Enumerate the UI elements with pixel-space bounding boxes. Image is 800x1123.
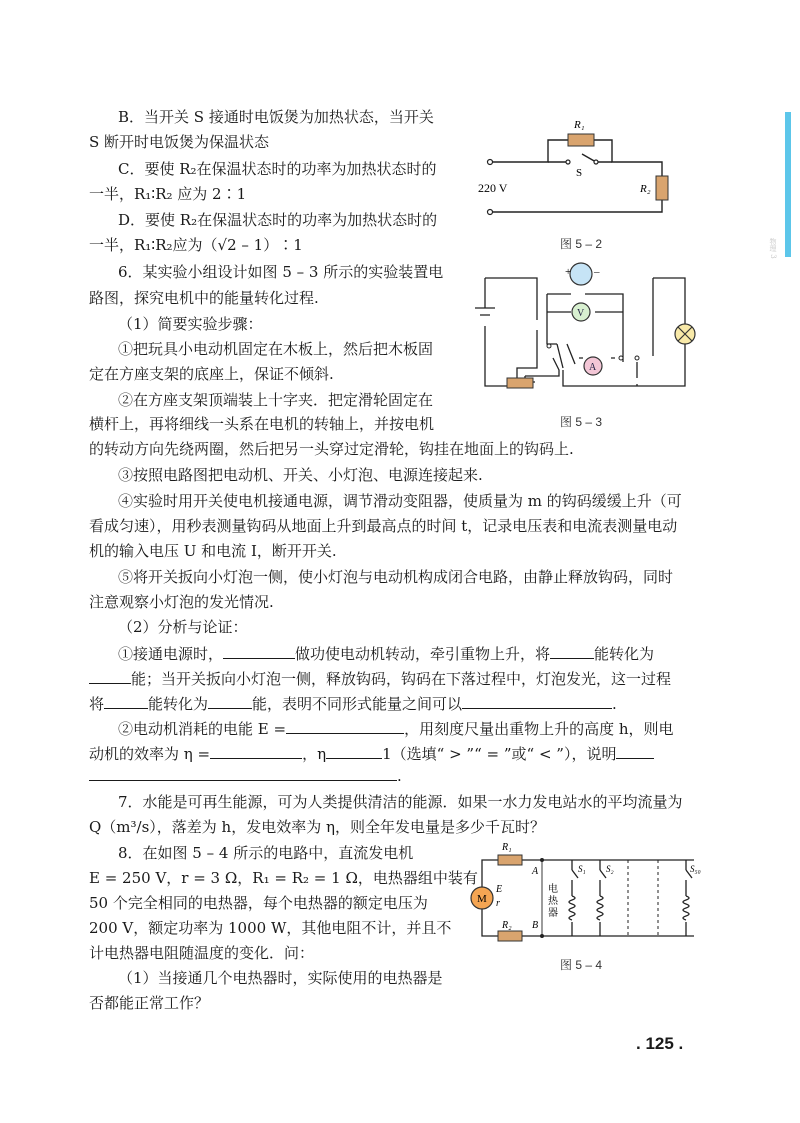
step2-line3: 的转动方向先绕两圈，然后把另一头穿过定滑轮，钩挂在地面上的钩码上. bbox=[89, 440, 574, 458]
label-node-a: A bbox=[532, 866, 539, 877]
q8-line1: 8．在如图 5 – 4 所示的电路中，直流发电机 bbox=[118, 844, 414, 862]
motor-icon bbox=[570, 263, 592, 285]
option-d-line2: 一半，R₁∶R₂应为（√2 – 1）∶1 bbox=[89, 236, 303, 254]
label-r2: R₂ bbox=[640, 183, 651, 195]
answer-blank[interactable] bbox=[616, 740, 654, 759]
q8-line4: 200 V，额定功率为 1000 W，其他电阻不计，并且不 bbox=[89, 919, 452, 937]
label-emf: E bbox=[496, 884, 503, 895]
fill-text: . bbox=[397, 767, 402, 785]
caption-fig-5-3: 图 5 – 3 bbox=[560, 415, 603, 429]
fill-text: 能转化为 bbox=[594, 645, 655, 663]
step1-line1: ①把玩具小电动机固定在木板上，然后把木板固 bbox=[118, 340, 434, 358]
fill-text: ②电动机消耗的电能 E = bbox=[118, 720, 287, 738]
label-voltmeter: V bbox=[577, 308, 585, 319]
fill-text: 1（选填“ > ”“ = ”或“ < ”），说明 bbox=[382, 745, 617, 763]
q6-line1: 6．某实验小组设计如图 5 – 3 所示的实验装置电 bbox=[118, 263, 444, 281]
answer-blank[interactable] bbox=[89, 762, 397, 781]
step4-line2: 看成匀速），用秒表测量钩码从地面上升到最高点的时间 t，记录电压表和电流表测量电动 bbox=[89, 517, 678, 535]
fill-text: 能；当开关扳向小灯泡一侧，释放钩码，钩码在下落过程中，灯泡发光，这一过程 bbox=[131, 670, 672, 688]
q6-analysis-heading: （2）分析与论证： bbox=[118, 618, 248, 636]
figure-5-4-circuit bbox=[462, 840, 712, 945]
fill-text: ①接通电源时， bbox=[118, 645, 224, 663]
option-b-line2: S 断开时电饭煲为保温状态 bbox=[89, 133, 270, 151]
resistor-r2 bbox=[498, 931, 522, 941]
label-minus: – bbox=[594, 266, 600, 278]
resistor-r2 bbox=[656, 176, 668, 200]
fill-line4 bbox=[118, 715, 674, 742]
fill-text: 能转化为 bbox=[148, 695, 209, 713]
label-motor: M bbox=[477, 893, 487, 905]
caption-fig-5-2: 图 5 – 2 bbox=[560, 237, 603, 251]
fill-text: 动机的效率为 η = bbox=[89, 745, 211, 763]
option-c-line2: 一半，R₁∶R₂ 应为 2∶1 bbox=[89, 185, 247, 203]
label-heater: 电热器 bbox=[548, 884, 558, 919]
fill-line6 bbox=[89, 762, 402, 789]
step2-line2: 横杆上，再将细线一头系在电机的转轴上，并按电机 bbox=[89, 415, 435, 433]
step1-line2: 定在方座支架的底座上，保证不倾斜. bbox=[89, 365, 334, 383]
label-s2: S₂ bbox=[606, 864, 614, 874]
label-s50: S₅₀ bbox=[690, 864, 701, 874]
answer-blank[interactable] bbox=[286, 715, 404, 734]
side-mark: 物理 3 bbox=[769, 238, 777, 259]
q8-line3: 50 个完全相同的电热器，每个电热器的额定电压为 bbox=[89, 894, 428, 912]
label-switch: S bbox=[576, 167, 583, 179]
label-r: r bbox=[496, 898, 500, 909]
answer-blank[interactable] bbox=[104, 690, 148, 709]
fill-text: ，η bbox=[302, 745, 327, 763]
fill-line1 bbox=[118, 640, 654, 667]
q8-sub1-line2: 否都能正常工作？ bbox=[89, 994, 210, 1012]
answer-blank[interactable] bbox=[550, 640, 594, 659]
fill-text: 做功使电动机转动，牵引重物上升，将 bbox=[295, 645, 551, 663]
figure-5-3-circuit bbox=[455, 258, 725, 398]
label-node-b: B bbox=[532, 920, 539, 931]
fill-text: 将 bbox=[89, 695, 105, 713]
fill-text: . bbox=[612, 695, 617, 713]
q6-steps-heading: （1）简要实验步骤： bbox=[118, 315, 263, 333]
q6-line2: 路图，探究电机中的能量转化过程. bbox=[89, 289, 319, 307]
option-d-line1: D．要使 R₂在保温状态时的功率为加热状态时的 bbox=[118, 211, 438, 229]
step4-line3: 机的输入电压 U 和电流 I，断开开关. bbox=[89, 542, 337, 560]
answer-blank[interactable] bbox=[208, 690, 252, 709]
step3: ③按照电路图把电动机、开关、小灯泡、电源连接起来. bbox=[118, 466, 483, 484]
label-r2: R₂ bbox=[502, 920, 512, 931]
answer-blank[interactable] bbox=[223, 640, 295, 659]
label-r1: R₁ bbox=[574, 119, 585, 131]
fill-text: ，用刻度尺量出重物上升的高度 h，则电 bbox=[404, 720, 674, 738]
resistor-r1 bbox=[498, 855, 522, 865]
q8-line5: 计电热器电阻随温度的变化．问： bbox=[89, 944, 315, 962]
fill-line2 bbox=[89, 665, 671, 692]
label-r1: R₁ bbox=[502, 842, 512, 853]
option-b-line1: B．当开关 S 接通时电饭煲为加热状态，当开关 bbox=[118, 108, 434, 126]
caption-fig-5-4: 图 5 – 4 bbox=[560, 958, 603, 972]
option-c-line1: C．要使 R₂在保温状态时的功率为加热状态时的 bbox=[118, 160, 437, 178]
page-number: . 125 . bbox=[636, 1034, 684, 1053]
fill-text: 能，表明不同形式能量之间可以 bbox=[252, 695, 463, 713]
figure-5-2-circuit bbox=[470, 110, 690, 220]
q7-line1: 7．水能是可再生能源，可为人类提供清洁的能源．如果一水力发电站水的平均流量为 bbox=[118, 793, 683, 811]
q7-line2: Q（m³/s），落差为 h，发电效率为 η，则全年发电量是多少千瓦时？ bbox=[89, 818, 545, 836]
answer-blank[interactable] bbox=[210, 740, 302, 759]
q8-line2: E = 250 V，r = 3 Ω，R₁ = R₂ = 1 Ω，电热器组中装有 bbox=[89, 869, 478, 887]
answer-blank[interactable] bbox=[462, 690, 612, 709]
step4-line1: ④实验时用开关使电机接通电源，调节滑动变阻器，使质量为 m 的钩码缓缓上升（可 bbox=[118, 492, 682, 510]
label-plus: + bbox=[565, 266, 572, 278]
label-s1: S₁ bbox=[578, 864, 586, 874]
label-voltage: 220 V bbox=[478, 181, 508, 195]
label-ammeter: A bbox=[589, 362, 597, 373]
q8-sub1-line1: （1）当接通几个电热器时，实际使用的电热器是 bbox=[118, 969, 443, 987]
rheostat bbox=[507, 378, 533, 388]
step5-line2: 注意观察小灯泡的发光情况. bbox=[89, 593, 274, 611]
resistor-r1 bbox=[568, 134, 594, 146]
answer-blank[interactable] bbox=[89, 665, 131, 684]
answer-blank[interactable] bbox=[326, 740, 382, 759]
edge-color-bar bbox=[785, 112, 791, 257]
step2-line1: ②在方座支架顶端装上十字夹．把定滑轮固定在 bbox=[118, 391, 434, 409]
step5-line1: ⑤将开关扳向小灯泡一侧，使小灯泡与电动机构成闭合电路，由静止释放钩码，同时 bbox=[118, 568, 674, 586]
fill-line3 bbox=[89, 690, 617, 717]
